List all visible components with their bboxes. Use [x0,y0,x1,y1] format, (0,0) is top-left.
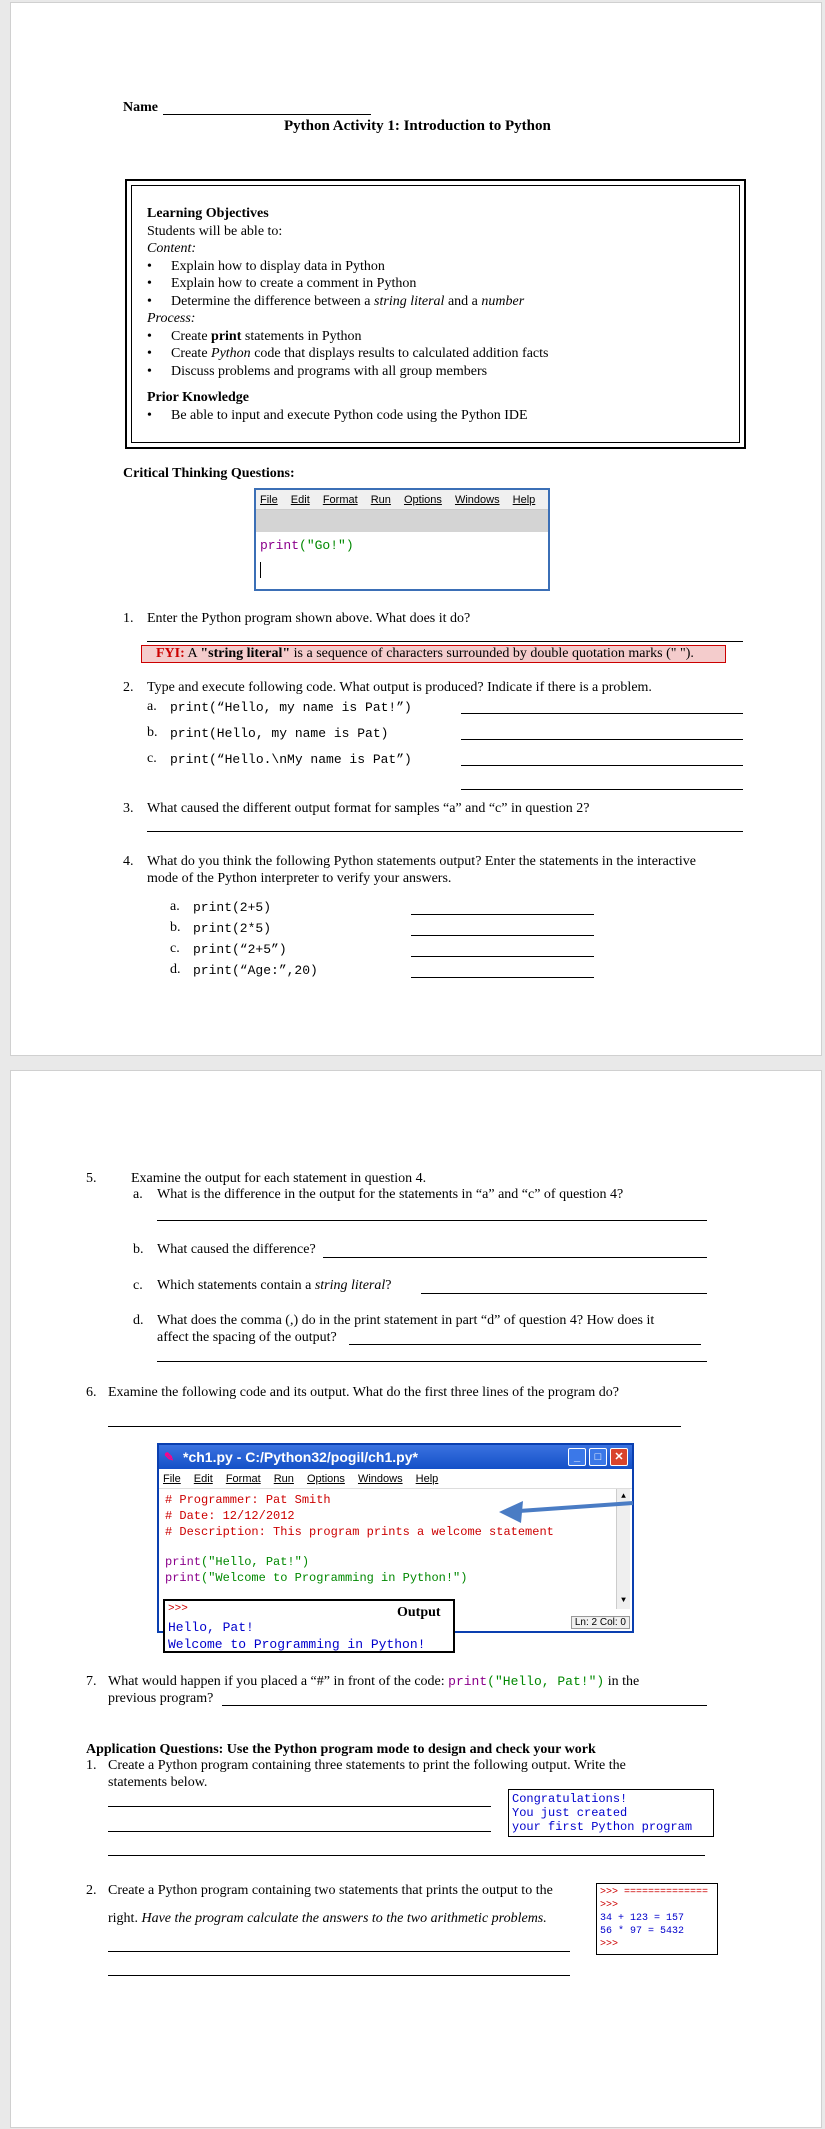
objectives-intro: Students will be able to: [147,223,283,239]
menu-edit[interactable]: Edit [290,494,310,506]
idle-editor-window [254,488,550,591]
q5c-letter: c. [133,1278,143,1293]
q2c-answer-line-2[interactable] [461,789,743,790]
a2-output-line-4: 56 * 97 = 5432 [600,1926,685,1937]
menu-options[interactable]: Options [403,494,442,506]
menu-help[interactable]: Help [512,494,536,506]
q4-text-1: What do you think the following Python statements output? Enter the statements in the interactive [147,854,696,869]
q4a-answer-line[interactable] [411,914,594,915]
close-button[interactable]: ✕ [610,1448,628,1466]
q4d-code: print(“Age:”,20) [193,963,318,978]
q2b-code: print(Hello, my name is Pat) [170,726,389,741]
content-item-2: • Explain how to create a comment in Python [147,276,417,291]
maximize-button[interactable]: □ [589,1448,607,1466]
q2c-letter: c. [147,751,157,766]
window-title-bar[interactable] [159,1445,632,1469]
a1-text-2: statements below. [108,1775,208,1790]
q4b-letter: b. [170,920,181,935]
content-item-3: • Determine the difference between a string literal and a number [147,293,525,309]
q5a-text: What is the difference in the output for the statements in “a” and “c” of question 4? [157,1187,624,1202]
q4c-answer-line[interactable] [411,956,594,957]
status-bar: Ln: 2 Col: 0 [571,1616,630,1629]
q5d-answer-line[interactable] [349,1344,701,1345]
prior-knowledge-heading: Prior Knowledge [147,390,250,405]
code-print-2: print("Welcome to Programming in Python!") [165,1571,468,1585]
w-menu-file[interactable]: File [163,1473,181,1485]
q3-answer-line[interactable] [147,831,743,832]
q7-answer-line[interactable] [222,1705,707,1706]
q5b-letter: b. [133,1242,144,1257]
q4-number: 4. [123,854,134,869]
process-item-1: • Create print statements in Python [147,328,362,344]
text-cursor [260,562,261,578]
a1-output-line-3: your first Python program [512,1820,693,1834]
a1-answer-line-3[interactable] [108,1855,705,1856]
q2a-letter: a. [147,699,157,714]
content-item-1: • Explain how to display data in Python [147,258,385,274]
q1-answer-line[interactable] [147,641,743,642]
name-label: Name [123,100,158,115]
page-1 [10,2,822,1056]
output-line-1: Hello, Pat! [168,1620,254,1635]
output-line-2: Welcome to Programming in Python! [168,1637,426,1652]
code-comment-3: # Description: This program prints a welcome statement [165,1525,554,1539]
menu-run[interactable]: Run [370,494,391,506]
q2a-code: print(“Hello, my name is Pat!”) [170,700,412,715]
w-menu-edit[interactable]: Edit [193,1473,213,1485]
a1-answer-line-2[interactable] [108,1831,491,1832]
objectives-content [147,205,737,424]
menu-file[interactable]: File [260,494,278,506]
application-heading: Application Questions: Use the Python program mode to design and check your work [86,1742,596,1757]
code-comment-2: # Date: 12/12/2012 [165,1509,295,1523]
a1-output-box [508,1789,714,1837]
process-item-2: • Create Python code that displays results to calculated addition facts [147,346,549,361]
q1-number: 1. [123,611,134,626]
a1-output-line-1: Congratulations! [512,1792,628,1806]
output-prompt: >>> [168,1603,188,1615]
q4d-letter: d. [170,962,181,977]
q5-number: 5. [86,1171,97,1186]
a1-text-1: Create a Python program containing three statements to print the following output. Write the [108,1758,626,1773]
q2c-answer-line[interactable] [461,765,743,766]
code-print-1: print("Hello, Pat!") [165,1555,310,1569]
q2a-answer-line[interactable] [461,713,743,714]
menu-windows[interactable]: Windows [454,494,500,506]
arrow-pointer-icon [497,1497,637,1527]
q5d-letter: d. [133,1313,144,1328]
python-file-icon: ✎ [164,1450,175,1464]
q5a-answer-line[interactable] [157,1220,707,1221]
a2-answer-line-1[interactable] [108,1951,570,1952]
q4d-answer-line[interactable] [411,977,594,978]
w-menu-run[interactable]: Run [273,1473,294,1485]
a2-answer-line-2[interactable] [108,1975,570,1976]
q7-text-1: What would happen if you placed a “#” in front of the code: print("Hello, Pat!") in the [108,1674,640,1689]
q2-number: 2. [123,680,134,695]
q1-text: Enter the Python program shown above. What does it do? [147,611,471,626]
output-label: Output [397,1605,441,1620]
q4a-letter: a. [170,899,180,914]
q6-number: 6. [86,1385,97,1400]
q5c-answer-line[interactable] [421,1293,707,1294]
objectives-box [125,179,746,449]
process-item-3: • Discuss problems and programs with all group members [147,363,488,379]
q7-text-2: previous program? [108,1691,214,1706]
a2-output-line-5: >>> [600,1939,619,1950]
w-menu-help[interactable]: Help [415,1473,439,1485]
menu-format[interactable]: Format [322,494,358,506]
fyi-box: FYI: A "string literal" is a sequence of characters surrounded by double quotation marks (" "). [141,645,726,663]
scroll-up-icon[interactable]: ▲ [621,1492,626,1501]
q2-text: Type and execute following code. What output is produced? Indicate if there is a problem. [147,680,652,695]
a1-number: 1. [86,1758,97,1773]
a2-output-line-3: 34 + 123 = 157 [600,1913,685,1924]
content-label: Content: [147,241,196,256]
window-title: *ch1.py - C:/Python32/pogil/ch1.py* [183,1449,418,1465]
q5c-text: Which statements contain a string literal? [157,1278,392,1293]
page-title: Python Activity 1: Introduction to Python [284,118,551,134]
q6-text: Examine the following code and its output. What do the first three lines of the program do? [108,1385,619,1400]
q4c-letter: c. [170,941,180,956]
q5-text: Examine the output for each statement in question 4. [131,1171,427,1186]
page-2 [10,1070,822,2128]
idle-menu-bar [256,490,548,510]
a1-answer-line-1[interactable] [108,1806,491,1807]
process-label: Process: [147,311,196,326]
q5a-letter: a. [133,1187,143,1202]
q5d-text-2: affect the spacing of the output? [157,1330,337,1345]
w-menu-options[interactable]: Options [306,1473,345,1485]
output-box [163,1599,455,1653]
q3-number: 3. [123,801,134,816]
q5b-answer-line[interactable] [323,1257,707,1258]
a2-text-1: Create a Python program containing two statements that prints the output to the [108,1883,553,1898]
idle-code-area[interactable]: print("Go!") [260,538,354,553]
minimize-button[interactable]: _ [568,1448,586,1466]
a2-text-2: right. Have the program calculate the answers to the two arithmetic problems. [108,1911,547,1926]
q5d-text-1: What does the comma (,) do in the print statement in part “d” of question 4? How does it [157,1313,655,1328]
code-comment-1: # Programmer: Pat Smith [165,1493,331,1507]
a2-output-line-2: >>> [600,1900,619,1911]
q2b-letter: b. [147,725,158,740]
q4-text-2: mode of the Python interpreter to verify your answers. [147,871,452,886]
ctq-heading: Critical Thinking Questions: [123,466,295,481]
a2-number: 2. [86,1883,97,1898]
q5d-answer-line-2[interactable] [157,1361,707,1362]
objectives-heading: Learning Objectives [147,206,269,221]
w-menu-format[interactable]: Format [225,1473,261,1485]
name-line[interactable] [163,114,371,115]
q6-answer-line[interactable] [108,1426,681,1427]
a1-output-line-2: You just created [512,1806,628,1820]
q7-number: 7. [86,1674,97,1689]
scroll-down-icon[interactable]: ▼ [621,1596,626,1605]
a2-output-box [596,1883,718,1955]
q4b-code: print(2*5) [193,921,272,936]
q5b-text: What caused the difference? [157,1242,316,1257]
q2c-code: print(“Hello.\nMy name is Pat”) [170,752,412,767]
q4b-answer-line[interactable] [411,935,594,936]
w-menu-windows[interactable]: Windows [357,1473,403,1485]
q4c-code: print(“2+5”) [193,942,287,957]
window-menu-bar [159,1469,632,1489]
q3-text: What caused the different output format for samples “a” and “c” in question 2? [147,801,590,816]
idle-toolbar [256,510,548,532]
a2-output-line-1: >>> ============== [600,1887,709,1898]
q2b-answer-line[interactable] [461,739,743,740]
prior-knowledge-item: • Be able to input and execute Python code using the Python IDE [147,407,528,423]
q4a-code: print(2+5) [193,900,272,915]
